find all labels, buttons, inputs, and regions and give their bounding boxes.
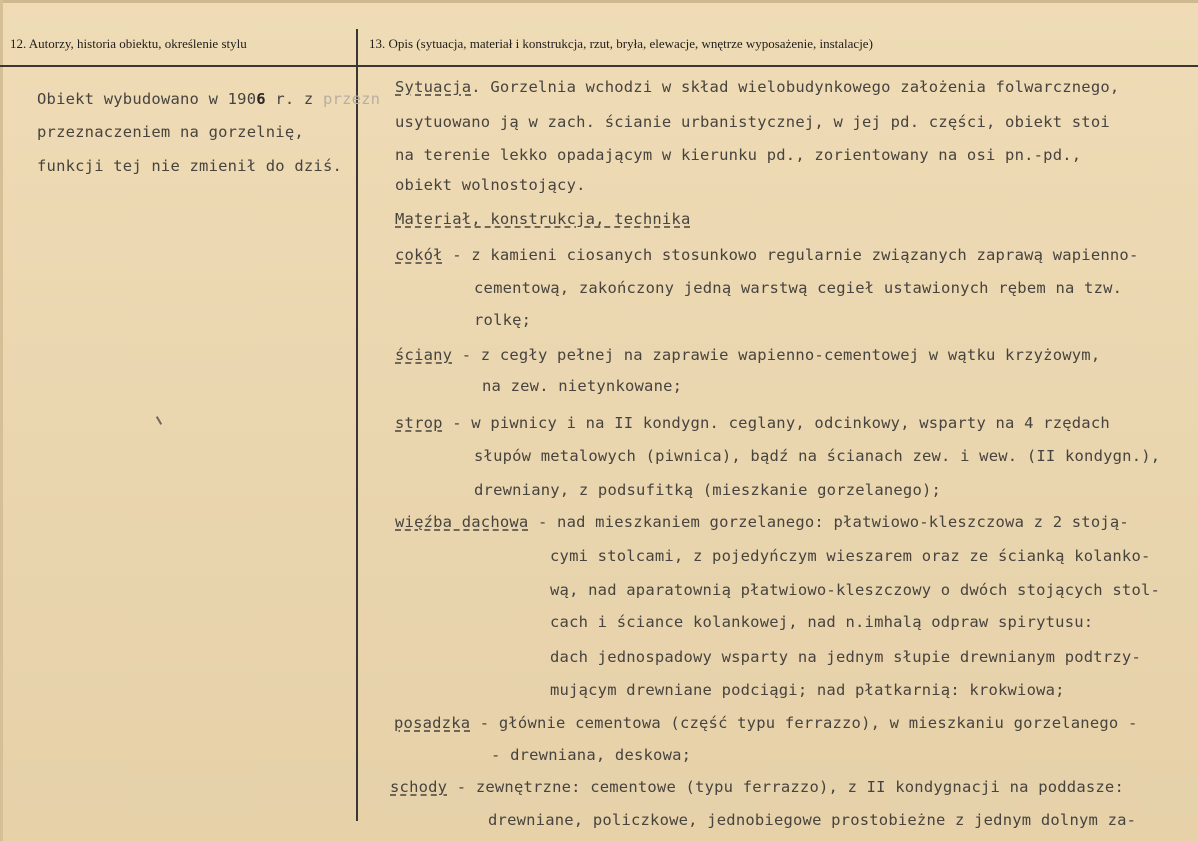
strop-line-1: strop - w piwnicy i na II kondygn. ceglany, odcinkowy, wsparty na 4 rzędach <box>395 414 1110 432</box>
cokol-line-1: cokół - z kamieni ciosanych stosunkowo regularnie związanych zaprawą wapienno- <box>395 246 1139 264</box>
sytuacja-line-2: usytuowano ją w zach. ścianie urbanistycznej, w jej pd. części, obiekt stoi <box>395 113 1110 131</box>
sciany-line-2: na zew. nietynkowane; <box>482 377 683 395</box>
cokol-line-2: cementową, zakończony jedną warstwą cegieł ustawionych rębem na tzw. <box>474 279 1123 297</box>
page-edge-left <box>0 0 3 841</box>
posadzka-line-2: - drewniana, deskowa; <box>491 746 692 764</box>
wiezba-label: więźba dachowa <box>395 513 529 531</box>
wiezba-line-4: cach i ściance kolankowej, nad n.imhalą odpraw spirytusu: <box>550 613 1094 631</box>
stray-mark <box>156 416 162 425</box>
sytuacja-line-1: Sytuacja. Gorzelnia wchodzi w skład wielobudynkowego założenia folwarcznego, <box>395 78 1120 96</box>
sciany-line-1: ściany - z cegły pełnej na zaprawie wapienno-cementowej w wątku krzyżowym, <box>395 346 1101 364</box>
wiezba-line-2: cymi stolcami, z pojedyńczym wieszarem oraz ze ścianką kolanko- <box>550 547 1151 565</box>
wiezba-line-5: dach jednospadowy wsparty na jednym słupie drewnianym podtrzy- <box>550 648 1141 666</box>
column-divider <box>356 29 358 821</box>
strop-line-3: drewniany, z podsufitką (mieszkanie gorzelanego); <box>474 481 942 499</box>
corrected-digit: 6 <box>256 90 266 108</box>
schody-line-1: schody - zewnętrzne: cementowe (typu ferrazzo), z II kondygnacji na poddasze: <box>390 778 1124 796</box>
sytuacja-label: Sytuacja <box>395 78 472 96</box>
posadzka-label: posadzka <box>394 714 471 732</box>
page-edge-top <box>0 0 1198 3</box>
wiezba-line-6: mującym drewniane podciągi; nad płatkarnią: krokwiowa; <box>550 681 1065 699</box>
material-heading: Materiał, konstrukcja, technika <box>395 210 691 228</box>
section-13-heading: 13. Opis (sytuacja, materiał i konstrukcja, rzut, bryła, elewacje, wnętrze wyposażenie, instalacje) <box>369 36 873 51</box>
posadzka-line-1: posadzka - głównie cementowa (część typu ferrazzo), w mieszkaniu gorzelanego - <box>394 714 1138 732</box>
sytuacja-line-4: obiekt wolnostojący. <box>395 176 586 194</box>
left-line-1: Obiekt wybudowano w 1906 r. z przezn <box>37 90 381 108</box>
section-12-heading: 12. Autorzy, historia obiektu, określenie stylu <box>10 36 247 51</box>
schody-label: schody <box>390 778 448 796</box>
cokol-label: cokół <box>395 246 443 264</box>
strop-label: strop <box>395 414 443 432</box>
header-divider <box>0 65 1198 67</box>
wiezba-line-3: wą, nad aparatownią płatwiowo-kleszczowy o dwóch stojących stol- <box>550 581 1161 599</box>
left-line-3: funkcji tej nie zmienił do dziś. <box>37 157 343 175</box>
schody-line-2: drewniane, policzkowe, jednobiegowe prostobieżne z jednym dolnym za- <box>488 811 1137 829</box>
wiezba-line-1: więźba dachowa - nad mieszkaniem gorzelanego: płatwiowo-kleszczowa z 2 stoją- <box>395 513 1129 531</box>
cokol-line-3: rolkę; <box>474 311 532 329</box>
sytuacja-line-3: na terenie lekko opadającym w kierunku pd., zorientowany na osi pn.-pd., <box>395 146 1082 164</box>
sciany-label: ściany <box>395 346 453 364</box>
strop-line-2: słupów metalowych (piwnica), bądź na ścianach zew. i wew. (II kondygn.), <box>474 447 1161 465</box>
left-line-2: przeznaczeniem na gorzelnię, <box>37 123 304 141</box>
struck-out-text: przezn <box>323 90 381 108</box>
